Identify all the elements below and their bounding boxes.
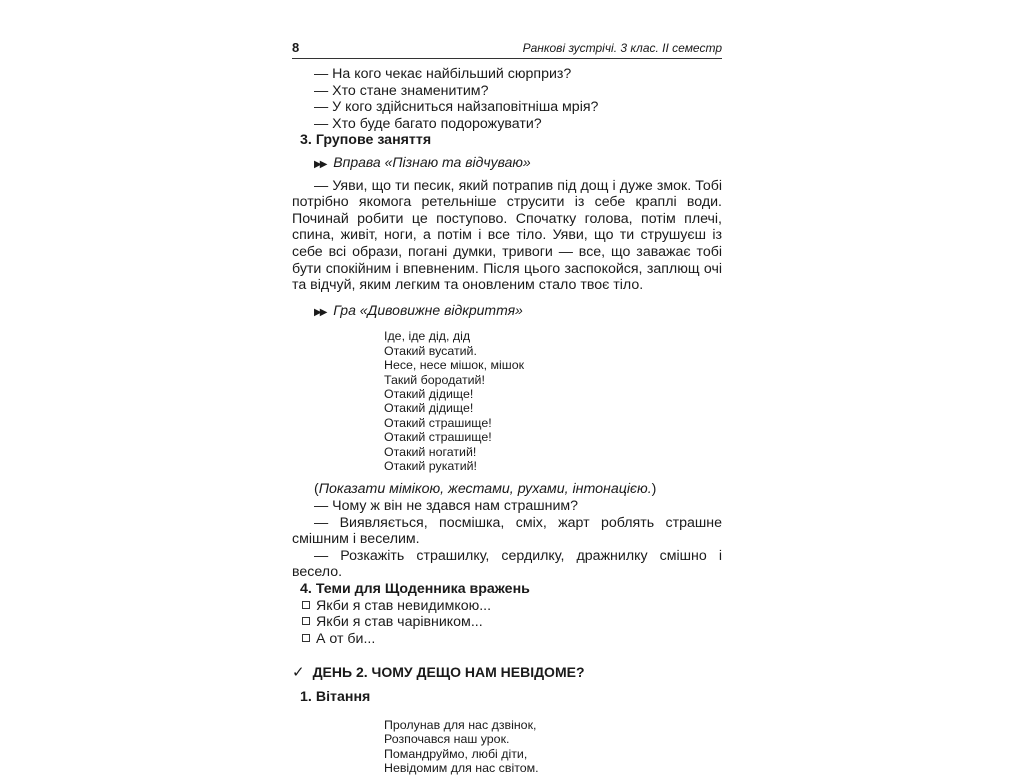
- instruction-line: [292, 481, 722, 498]
- exercise-text: — Уяви, що ти песик, який потрапив під дощ і дуже змок. Тобі потрібно якомога ретельніше струсити із себе краплі води. Починай робити це поступово. Спочатку голова, потім плечі, спина, живіт, ноги, а потім і все тіло. Уяви, що ти струшуєш із себе всі образи, погані думки, тривоги — все, що заважає тобі бути спокійним і впевненим. Після цього заспокойся, заплющ очі та відчуй, яким легким та оновленим стало твоє тіло.: [292, 177, 722, 294]
- poem-line: Такий бородатий!: [384, 372, 485, 387]
- question-list: [292, 66, 722, 132]
- topic-item: [292, 614, 722, 631]
- page-content: [292, 66, 722, 784]
- poem-line: Отакий вусатий.: [384, 343, 477, 358]
- poem-line: Несе, несе мішок, мішок: [384, 358, 525, 373]
- checkbox-bullet-icon: [302, 617, 310, 625]
- checkbox-bullet-icon: [302, 601, 310, 609]
- poem-line: Пролунав для нас дзвінок,: [384, 717, 537, 732]
- exercise-title: Вправа «Пізнаю та відчуваю»: [333, 153, 531, 170]
- paren-close: ): [651, 481, 657, 498]
- discussion-line: — Розкажіть страшилку, сердилку, дражнилку смішно і весело.: [292, 547, 722, 581]
- section-title: Групове заняття: [315, 132, 432, 149]
- checkmark-icon: ✓: [292, 664, 305, 682]
- instruction-text: Показати мімікою, жестами, рухами, інтонацією.: [318, 481, 652, 498]
- question-line: — Хто буде багато подорожувати?: [314, 115, 542, 132]
- poem-line: Отакий рукатий!: [384, 458, 477, 473]
- poem-line: Іде, іде дід, дід: [384, 329, 471, 344]
- topic-text: Якби я став чарівником...: [316, 614, 483, 631]
- discussion-line: — Чому ж він не здався нам страшним?: [314, 497, 579, 514]
- topic-item: [292, 631, 722, 648]
- game-title: Гра «Дивовижне відкриття»: [333, 301, 523, 318]
- section-title: Вітання: [315, 689, 371, 706]
- poem-line: Розпочався наш урок.: [384, 732, 510, 747]
- poem-line: Отакий дідище!: [384, 401, 474, 416]
- discussion-line: — Виявляється, посмішка, сміх, жарт роблять страшне смішним і веселим.: [292, 514, 722, 548]
- day-2-heading: [292, 663, 722, 681]
- page-number: 8: [292, 40, 300, 55]
- section-title: Теми для Щоденника вражень: [315, 580, 530, 597]
- checkbox-bullet-icon: [302, 634, 310, 642]
- poem-line: Отакий дідище!: [384, 386, 474, 401]
- poem-block: [292, 329, 722, 473]
- section-number: 3.: [300, 132, 312, 149]
- greeting-poem-block: [292, 718, 722, 776]
- poem-line: Невідомим для нас світом.: [384, 761, 539, 776]
- exercise-heading: [292, 154, 722, 174]
- poem-line: Отакий страшище!: [384, 430, 492, 445]
- question-line: — Хто стане знаменитим?: [314, 82, 489, 99]
- game-heading: [292, 302, 722, 322]
- question-line: — У кого здійсниться найзаповітніша мрія?: [314, 99, 599, 116]
- section-4-heading: [292, 581, 722, 598]
- section-3-heading: [292, 132, 722, 149]
- question-line: — На кого чекає найбільший сюрприз?: [314, 66, 572, 82]
- section-1-heading: [292, 689, 722, 706]
- topic-text: А от би...: [316, 630, 376, 647]
- running-title: Ранкові зустрічі. 3 клас. ІІ семестр: [522, 41, 722, 55]
- topic-text: Якби я став невидимкою...: [316, 597, 492, 614]
- poem-line: Отакий ногатий!: [384, 444, 477, 459]
- poem-line: Помандруймо, любі діти,: [384, 746, 528, 761]
- poem-line: Отакий страшище!: [384, 415, 492, 430]
- section-number: 1.: [300, 689, 312, 706]
- double-arrow-icon: ▶▶: [314, 306, 326, 318]
- double-arrow-icon: ▶▶: [314, 158, 326, 170]
- paren-open: (: [314, 481, 319, 498]
- topic-item: [292, 598, 722, 615]
- day-2-title: ДЕНЬ 2. ЧОМУ ДЕЩО НАМ НЕВІДОМЕ?: [312, 664, 585, 681]
- page-header: [292, 40, 722, 59]
- section-number: 4.: [300, 580, 312, 597]
